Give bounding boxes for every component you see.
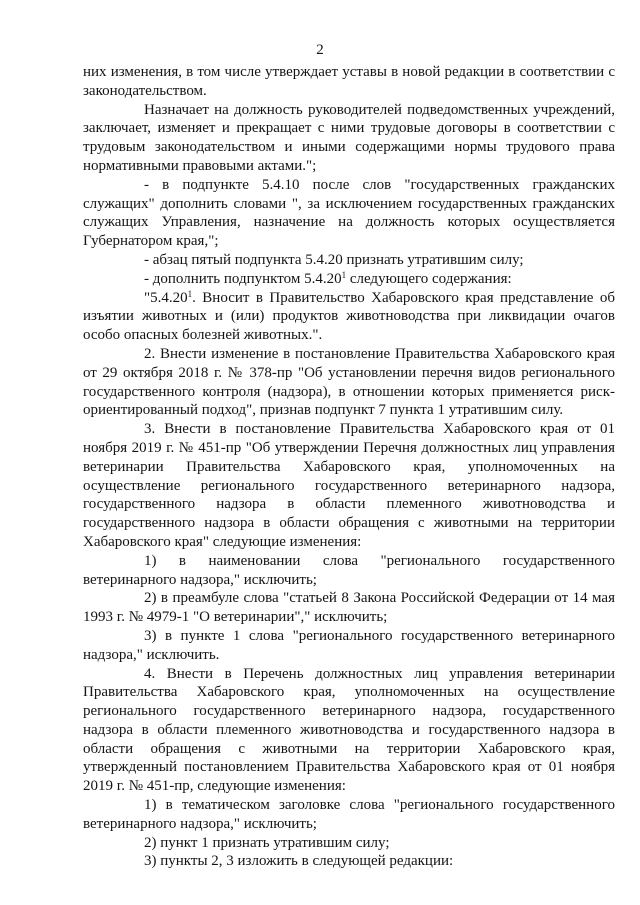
paragraph: - абзац пятый подпункта 5.4.20 признать утратившим силу;: [144, 251, 524, 268]
paragraph-text: "5.4.20: [144, 289, 188, 306]
paragraph: 4. Внести в Перечень должностных лиц управления ветеринарии Правительства Хабаровского края, уполномоченных на осуществление регионального государственного ветеринарного надзора, государственного надзора в области племенного животноводства и государственного надзора в области обращения с животными на территории Хабаровского края, утвержденный постановлением Правительства Хабаровского края от 01 ноября 2019 г. № 451-пр, следующие изменения:: [83, 665, 615, 795]
paragraph: 2. Внести изменение в постановление Правительства Хабаровского края от 29 октября 2018 г. № 378-пр "Об установлении перечня видов регионального государственного контроля (надзора), в отношении которых применяется риск-ориентированный подход", признав подпункт 7 пункта 1 утратившим силу.: [83, 345, 615, 419]
superscript: 1: [341, 269, 347, 280]
paragraph: [83, 270, 615, 289]
paragraph-text: - дополнить подпунктом 5.4.20: [144, 270, 342, 287]
paragraph: 2) в преамбуле слова "статьей 8 Закона Российской Федерации от 14 мая 1993 г. № 4979-1 "О ветеринарии"," исключить;: [83, 590, 615, 626]
paragraph: 2) пункт 1 признать утратившим силу;: [144, 834, 390, 851]
page-number: 2: [316, 42, 324, 58]
paragraph: [83, 289, 615, 345]
paragraph: них изменения, в том числе утверждает уставы в новой редакции в соответствии с законодательством.: [83, 64, 615, 99]
paragraph: Назначает на должность руководителей подведомственных учреждений, заключает, изменяет и прекращает с ними трудовые договоры в соответствии с трудовым законодательством и иными содержащими нормы трудового права нормативными правовыми актами.";: [83, 101, 615, 174]
paragraph: 3. Внести в постановление Правительства Хабаровского края от 01 ноября 2019 г. № 451-пр "Об утверждении Перечня должностных лиц управления ветеринарии Правительства Хабаровского края, уполномоченных на осуществление регионального государственного ветеринарного надзора, государственного надзора в области племенного животноводства и государственного надзора в области обращения с животными на территории Хабаровского края" следующие изменения:: [83, 421, 615, 550]
paragraph-text: . Вносит в Правительство Хабаровского края представление об изъятии животных и (или) продуктов животноводства при ликвидации очагов особо опасных болезней животных.".: [83, 289, 615, 344]
document-body: [83, 63, 615, 871]
paragraph: 1) в наименовании слова "регионального государственного ветеринарного надзора," исключить;: [83, 552, 615, 588]
paragraph: 1) в тематическом заголовке слова "регионального государственного ветеринарного надзора," исключить;: [83, 797, 615, 832]
paragraph-text: следующего содержания:: [346, 270, 512, 287]
superscript: 1: [187, 288, 193, 299]
paragraph: - в подпункте 5.4.10 после слов "государственных гражданских служащих" дополнить словами ", за исключением государственных гражданских служащих Управления, назначение на должность которых осуществляется Губернатором края,";: [83, 176, 615, 250]
paragraph: 3) пункты 2, 3 изложить в следующей редакции:: [144, 853, 454, 870]
paragraph: 3) в пункте 1 слова "регионального государственного ветеринарного надзора," исключить.: [83, 627, 615, 663]
